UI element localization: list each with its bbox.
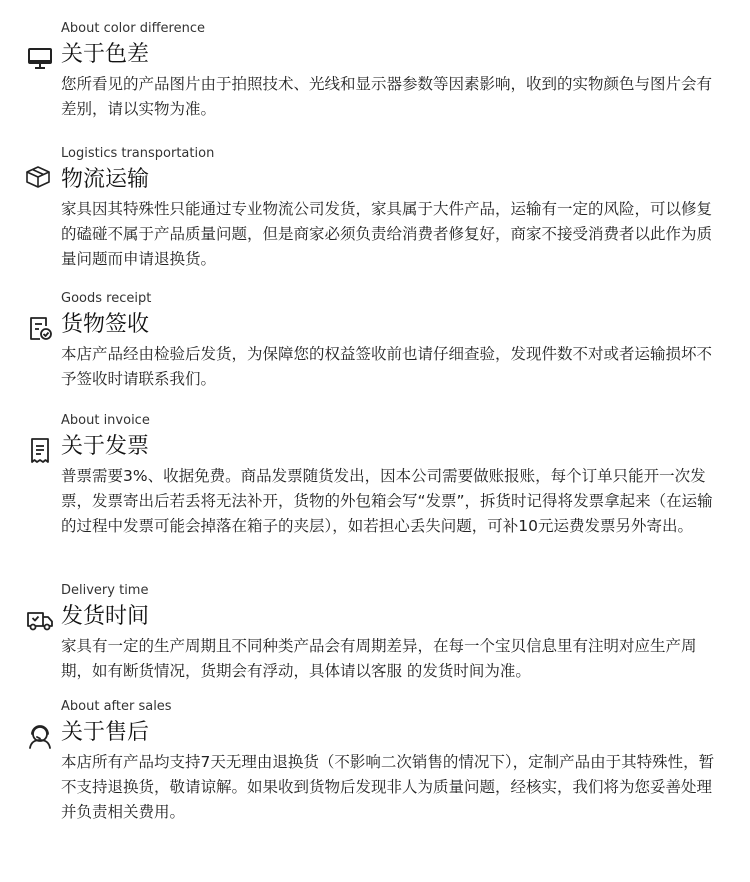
delivery-truck-icon [26, 606, 54, 634]
monitor-icon [26, 44, 54, 72]
section-subtitle: Goods receipt [61, 291, 152, 306]
package-icon [24, 163, 52, 191]
receipt-icon [26, 436, 54, 464]
section-body: 家具因其特殊性只能通过专业物流公司发货，家具属于大件产品，运输有一定的风险，可以修复的磕碰不属于产品质量问题，但是商家必须负责给消费者修复好，商家不接受消费者以此作为质量问题而申请退换货。 [61, 200, 713, 268]
section-subtitle: About after sales [61, 699, 172, 714]
section-body: 普票需要3%、收据免费。商品发票随货发出，因本公司需要做账报账，每个订单只能开一次发票，发票寄出后若丢将无法补开，货物的外包箱会写“发票”，拆货时记得将发票拿起来（在运输的过程中发票可能会掉落在箱子的夹层），如若担心丢失问题，可补10元运费发票另外寄出。 [61, 467, 713, 535]
section-subtitle: About invoice [61, 413, 150, 428]
section-body: 本店所有产品均支持7天无理由退换货（不影响二次销售的情况下），定制产品由于其特殊性，暂不支持退换货，敬请谅解。如果收到货物后发现非人为质量问题，经核实，我们将为您妥善处理并负责相关费用。 [61, 753, 715, 821]
section-title: 关于售后 [61, 720, 150, 745]
section-title: 关于色差 [61, 42, 150, 67]
section-subtitle: About color difference [61, 21, 205, 36]
section-title: 关于发票 [61, 434, 150, 459]
section-title: 发货时间 [61, 604, 150, 629]
section-subtitle: Delivery time [61, 583, 149, 598]
sign-document-icon [26, 314, 54, 342]
section-body: 家具有一定的生产周期且不同种类产品会有周期差异，在每一个宝贝信息里有注明对应生产周期，如有断货情况，货期会有浮动，具体请以客服 的发货时间为准。 [61, 637, 697, 680]
customer-service-icon [26, 722, 54, 750]
section-body: 本店产品经由检验后发货，为保障您的权益签收前也请仔细查验，发现件数不对或者运输损坏不予签收时请联系我们。 [61, 345, 713, 388]
section-body: 您所看见的产品图片由于拍照技术、光线和显示器参数等因素影响，收到的实物颜色与图片会有差别，请以实物为准。 [61, 75, 713, 118]
section-title: 货物签收 [61, 312, 150, 337]
section-title: 物流运输 [61, 167, 150, 192]
section-subtitle: Logistics transportation [61, 146, 215, 161]
